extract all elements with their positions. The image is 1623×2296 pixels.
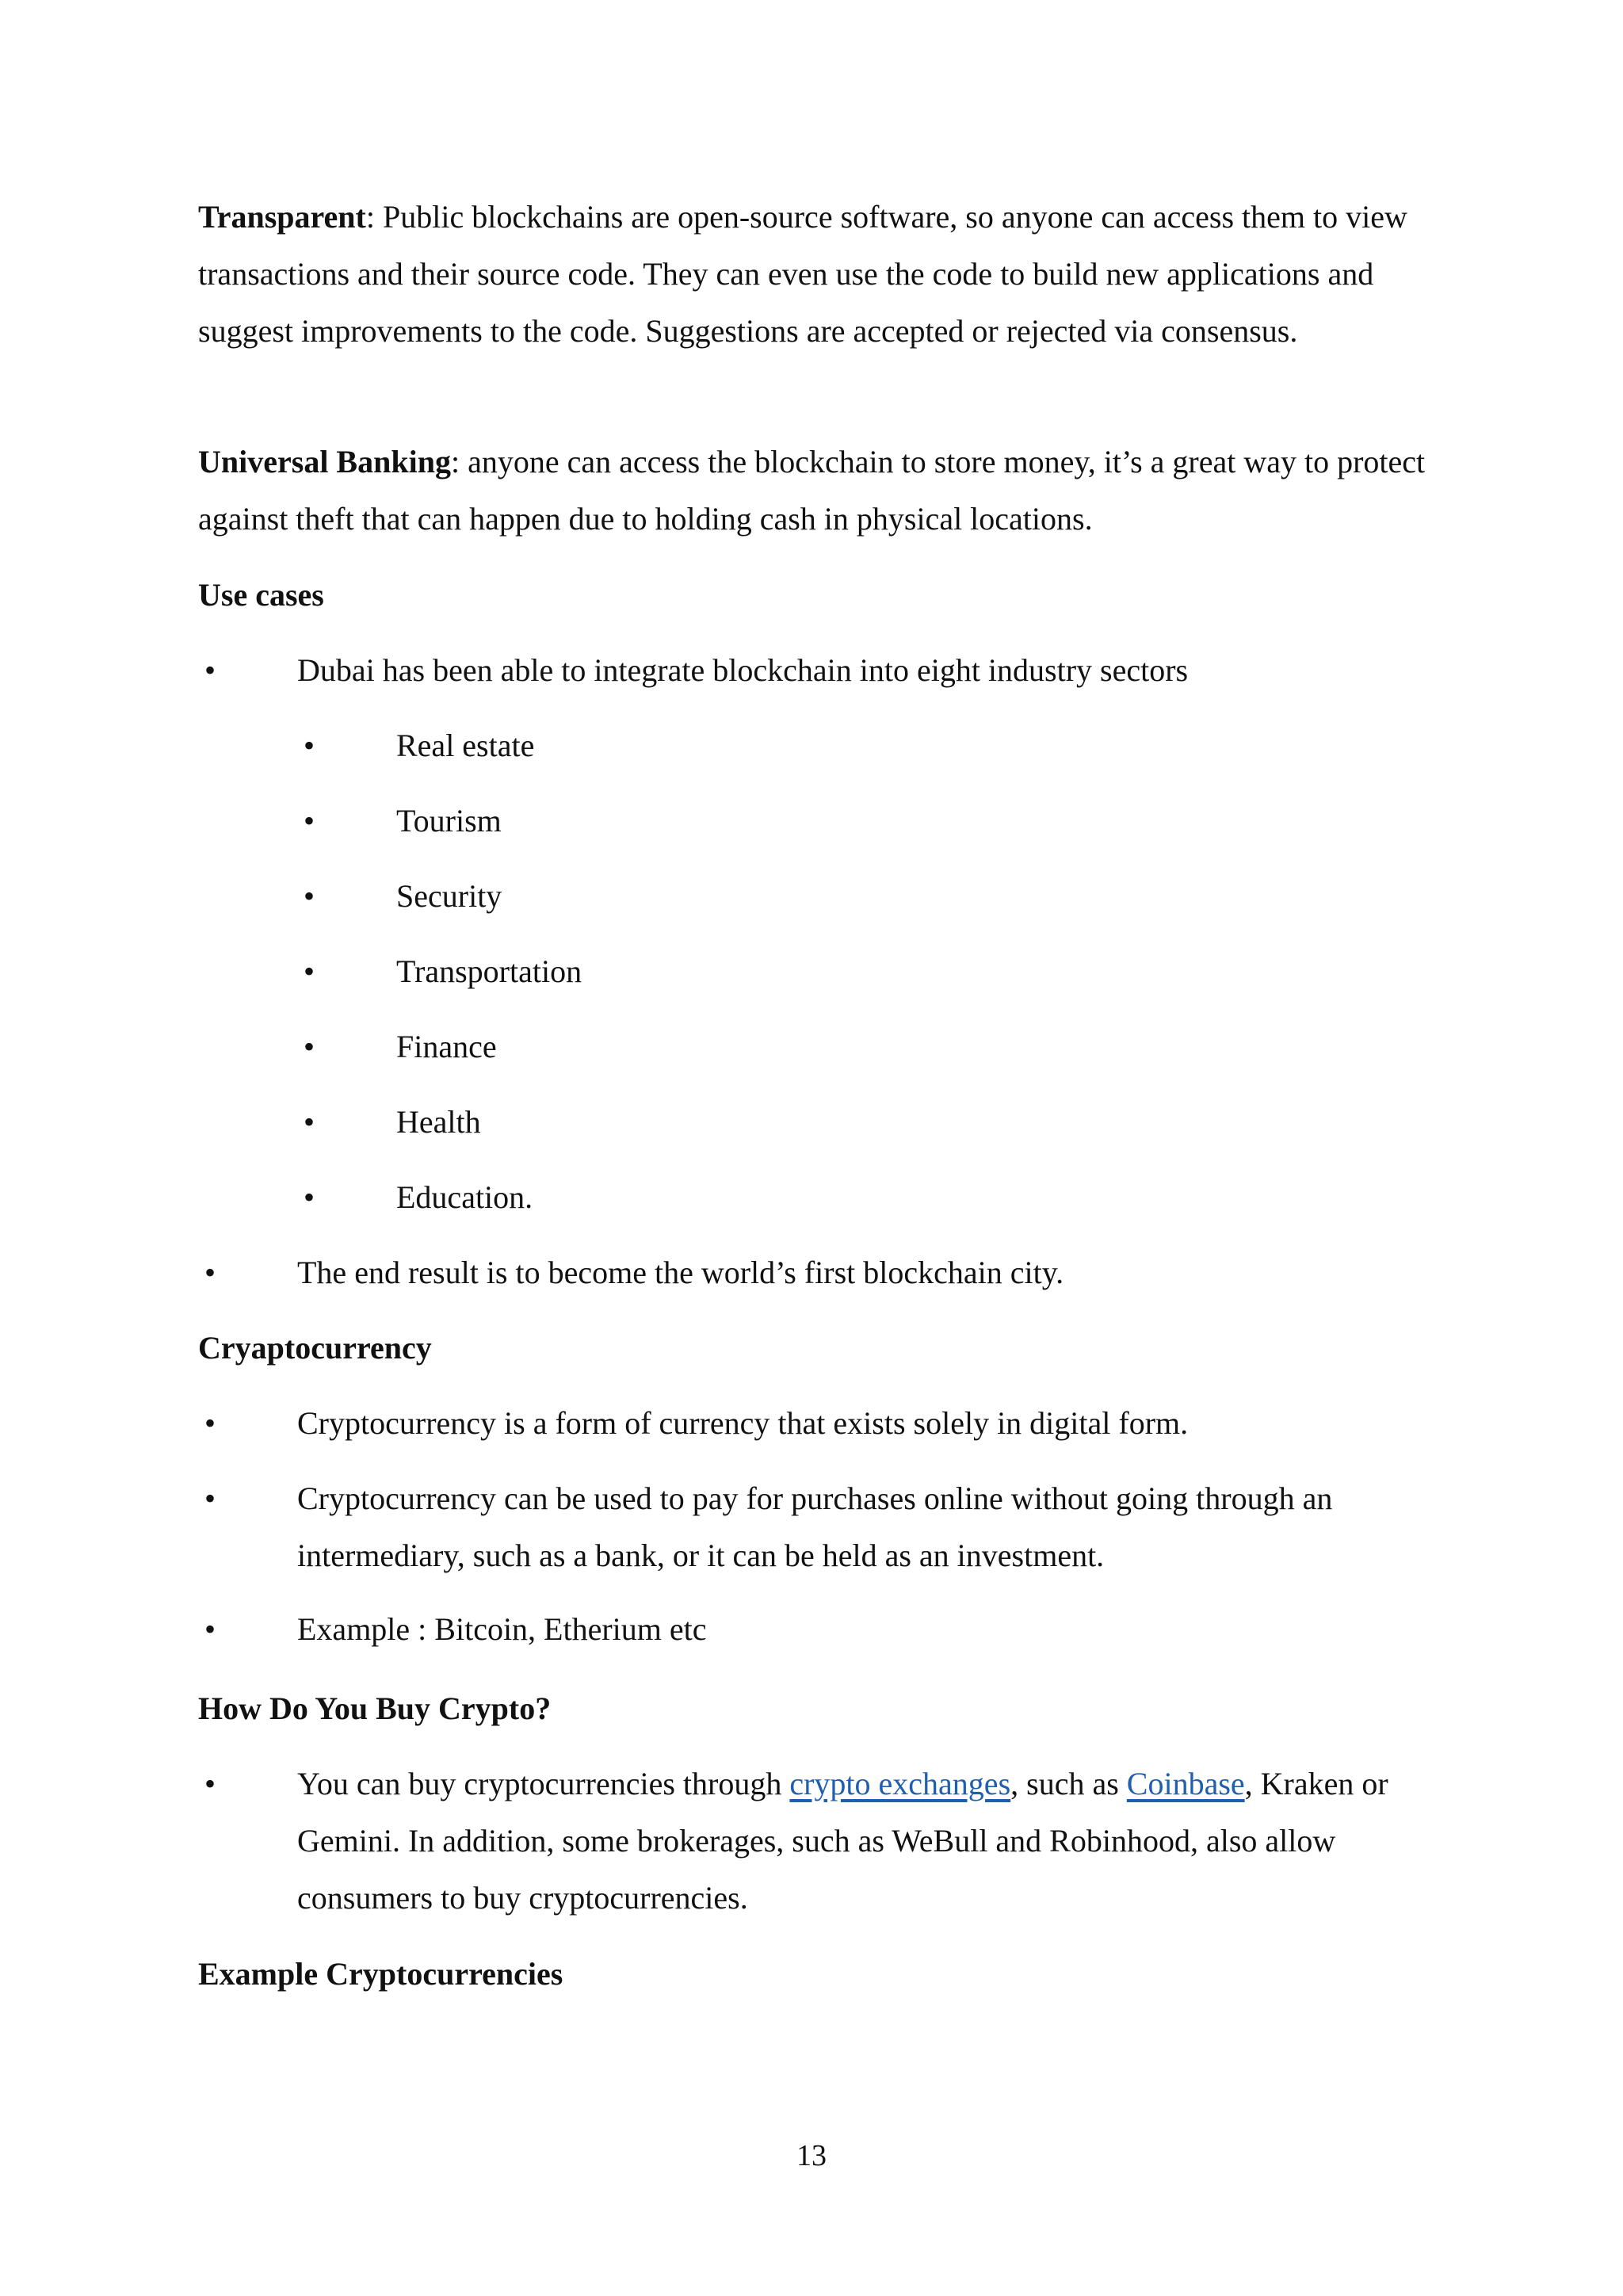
- sector-item: Education.: [396, 1179, 533, 1215]
- crypto-item: Cryptocurrency is a form of currency that exists solely in digital form.: [297, 1405, 1189, 1441]
- bullet-icon: •: [303, 1029, 315, 1064]
- cryptocurrency-heading: Cryaptocurrency: [198, 1330, 432, 1366]
- coinbase-link[interactable]: Coinbase: [1126, 1766, 1245, 1801]
- how-to-buy-list: [198, 1755, 1434, 1946]
- bullet-icon: •: [303, 803, 315, 839]
- sector-item: Tourism: [396, 803, 502, 839]
- use-cases-intro: Dubai has been able to integrate blockchain into eight industry sectors: [297, 652, 1189, 688]
- cryptocurrency-list: [198, 1395, 1434, 1656]
- bullet-icon: •: [303, 953, 315, 989]
- bullet-icon: •: [303, 1104, 315, 1140]
- transparent-paragraph: [198, 189, 1434, 360]
- bullet-icon: •: [303, 728, 315, 763]
- example-cryptocurrencies-heading: Example Cryptocurrencies: [198, 1956, 563, 1992]
- universal-banking-term: Universal Banking: [198, 444, 451, 479]
- how-to-buy-text-1: You can buy cryptocurrencies through: [297, 1766, 790, 1801]
- sector-item: Security: [396, 878, 502, 914]
- bullet-icon: •: [204, 1611, 216, 1647]
- how-to-buy-text-3: , Kraken or Gemini. In addition, some brokerages, such as WeBull and Robinhood, also allow consumers to buy cryptocurrencies.: [297, 1766, 1388, 1916]
- how-to-buy-text-2: , such as: [1010, 1766, 1127, 1801]
- universal-banking-paragraph: [198, 434, 1434, 548]
- sector-item: Transportation: [396, 953, 582, 989]
- sector-item: Health: [396, 1104, 481, 1140]
- sector-item: Real estate: [396, 728, 535, 763]
- bullet-icon: •: [303, 1179, 315, 1215]
- bullet-icon: •: [204, 1255, 216, 1290]
- crypto-item: Example : Bitcoin, Etherium etc: [297, 1611, 707, 1647]
- use-cases-list: [198, 642, 1434, 1316]
- universal-banking-body: : anyone can access the blockchain to store money, it’s a great way to protect against theft that can happen due to holding cash in physical locations.: [198, 444, 1426, 537]
- bullet-icon: •: [204, 652, 216, 688]
- how-to-buy-text: [297, 1755, 1454, 1927]
- transparent-term: Transparent: [198, 199, 366, 235]
- crypto-exchanges-link[interactable]: crypto exchanges: [789, 1766, 1011, 1801]
- page-number: 13: [796, 2139, 827, 2172]
- bullet-icon: •: [204, 1766, 216, 1801]
- transparent-body: : Public blockchains are open-source software, so anyone can access them to view transactions and their source code. They can even use the code to build new applications and suggest improvements to the code. Suggestions are accepted or rejected via consensus.: [198, 199, 1407, 349]
- sector-item: Finance: [396, 1029, 497, 1064]
- crypto-item: Cryptocurrency can be used to pay for purchases online without going through an intermediary, such as a bank, or it can be held as an investment.: [297, 1480, 1333, 1573]
- bullet-icon: •: [204, 1405, 216, 1441]
- use-cases-heading: Use cases: [198, 577, 324, 613]
- how-to-buy-heading: How Do You Buy Crypto?: [198, 1690, 552, 1726]
- bullet-icon: •: [303, 878, 315, 914]
- use-cases-result: The end result is to become the world’s first blockchain city.: [297, 1255, 1064, 1290]
- bullet-icon: •: [204, 1480, 216, 1516]
